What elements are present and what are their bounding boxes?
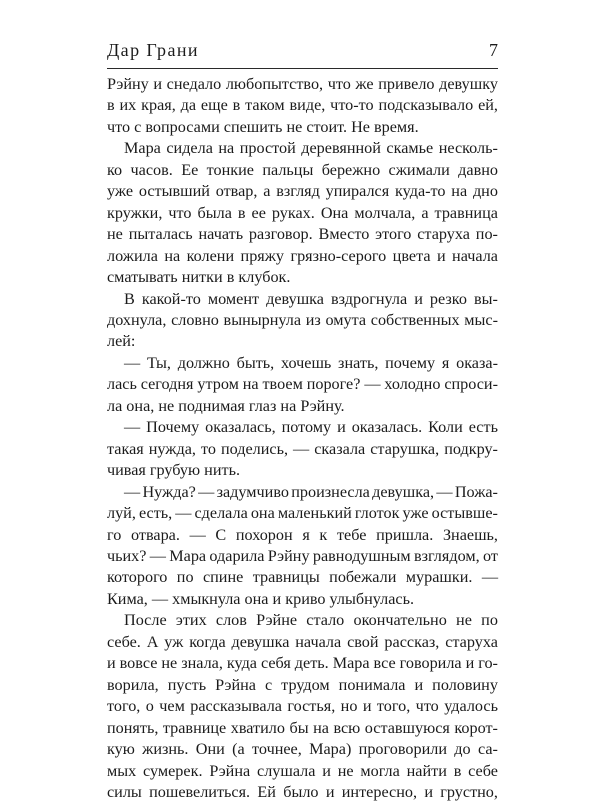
paragraph-5 xyxy=(107,417,498,481)
text-line: ворила, пусть Рэйна с трудом понимала и половину xyxy=(107,675,498,694)
text-line: лась сегодня утром на твоем пороге? — холодно спроси- xyxy=(107,375,498,394)
text-line: что с вопросами спешить не стоит. Не время. xyxy=(107,117,419,136)
text-line: понять, травнице хватило бы на всю оставшуюся корот- xyxy=(107,718,498,737)
text-line: и вовсе не знала, куда себя деть. Мара все говорила и го- xyxy=(107,654,498,673)
text-line: того, о чем рассказывала гостья, но и того, что удалось xyxy=(107,697,498,716)
text-line: В какой-то момент девушка вздрогнула и резко вы- xyxy=(124,289,498,308)
paragraph-3 xyxy=(107,289,498,353)
text-line: — Ты, должно быть, хочешь знать, почему я оказа- xyxy=(124,353,498,372)
text-line: Мара сидела на простой деревянной скамье несколь- xyxy=(124,139,498,158)
text-line: мых сумерек. Рэйна слушала и не могла найти в себе xyxy=(107,761,498,780)
text-line: лей: xyxy=(107,332,136,351)
text-line: уже остывший отвар, а взгляд упирался куда-то на дно xyxy=(107,182,498,201)
text-line: Кима, — хмыкнула она и криво улыбнулась. xyxy=(107,589,415,608)
text-line: кую жизнь. Они (а точнее, Мара) проговорили до са- xyxy=(107,740,498,759)
page-number: 7 xyxy=(489,40,498,60)
text-line: такая нужда, то поделись, — сказала старушка, подкру- xyxy=(107,439,498,458)
paragraph-1 xyxy=(107,74,498,138)
text-line: — Почему оказалась, потому и оказалась. Коли есть xyxy=(124,418,498,437)
paragraph-2 xyxy=(107,138,498,288)
running-head xyxy=(107,40,498,64)
text-line: силы пошевелиться. Ей было и интересно, и грустно, xyxy=(107,782,498,801)
text-line: себе. А уж когда девушка начала свой рассказ, старуха xyxy=(107,632,498,651)
text-line: — Нужда? — задумчиво произнесла девушка, — Пожа- xyxy=(124,482,498,501)
text-line: го отвара. — С похорон я к тебе пришла. Знаешь, xyxy=(107,525,498,544)
text-line: кружки, что была в ее руках. Она молчала, а травница xyxy=(107,203,498,222)
text-line: ложила на колени пряжу грязно-серого цвета и начала xyxy=(107,246,498,265)
text-line: чьих? — Мара одарила Рэйну равнодушным взглядом, от xyxy=(107,546,498,565)
text-line: не пыталась начать разговор. Вместо этого старуха по- xyxy=(107,225,498,244)
text-line: После этих слов Рэйне стало окончательно не по xyxy=(124,611,498,630)
text-line: Рэйну и снедало любопытство, что же привело девушку xyxy=(107,75,498,93)
text-line: луй, есть, — сделала она маленький глоток уже остывше- xyxy=(107,504,498,523)
paragraph-6 xyxy=(107,482,498,611)
text-line: дохнула, словно вынырнула из омута собственных мыс- xyxy=(107,310,498,329)
body-text xyxy=(107,74,498,803)
text-line: ко часов. Ее тонкие пальцы бережно сжимали давно xyxy=(107,160,498,179)
text-line: которого по спине травницы побежали мурашки. — xyxy=(107,568,498,587)
paragraph-7 xyxy=(107,610,498,803)
header-rule xyxy=(107,68,498,69)
paragraph-4 xyxy=(107,353,498,417)
text-line: чивая грубую нить. xyxy=(107,461,240,480)
text-line: в их края, да еще в таком виде, что-то подсказывало ей, xyxy=(107,96,498,115)
text-line: сматывать нитки в клубок. xyxy=(107,268,291,287)
text-line: ла она, не поднимая глаз на Рэйну. xyxy=(107,396,345,415)
running-title: Дар Грани xyxy=(107,40,199,60)
